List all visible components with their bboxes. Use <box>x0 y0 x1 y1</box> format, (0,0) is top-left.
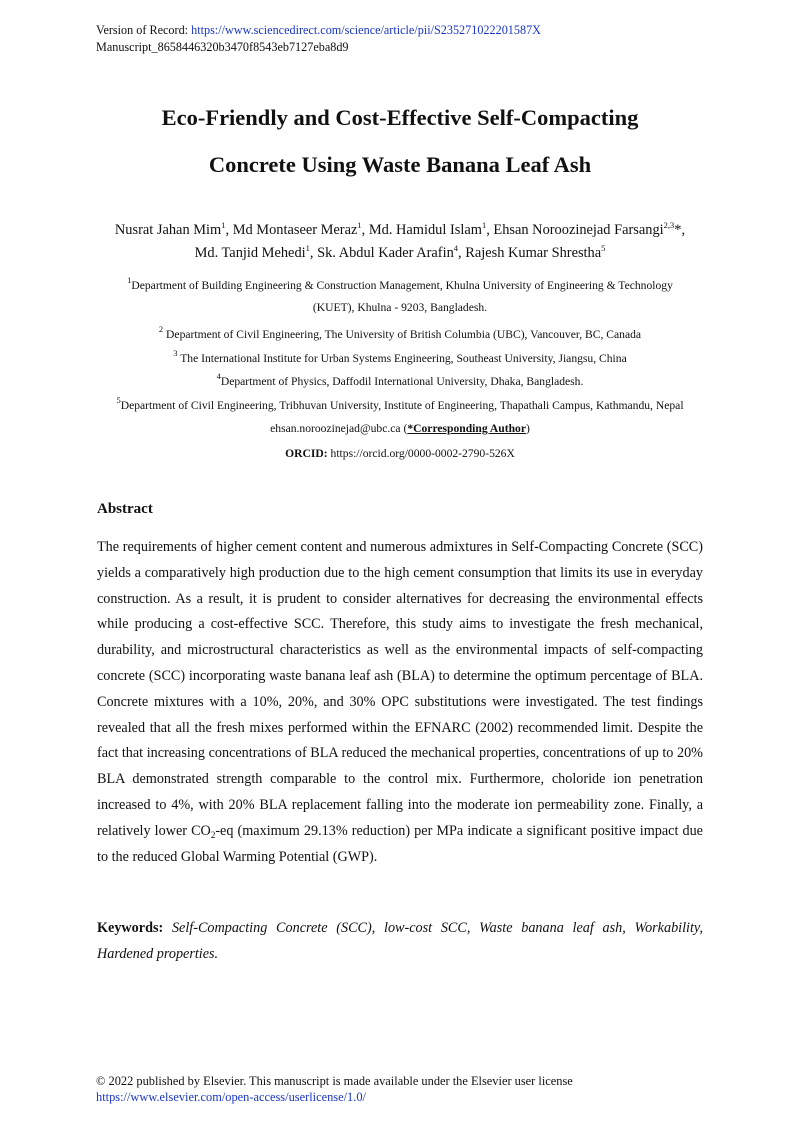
author-affiliation-mark: 4 <box>453 243 459 253</box>
author-list <box>70 219 730 265</box>
author-name: Sk. Abdul Kader Arafin <box>317 245 454 261</box>
affiliation-3-text: The International Institute for Urban Systems Engineering, Southeast University, Jiangsu, China <box>177 351 627 365</box>
author-name: Rajesh Kumar Shrestha <box>465 245 602 261</box>
version-of-record-line <box>96 22 541 39</box>
manuscript-id: Manuscript_8658446320b3470f8543eb7127eba8d9 <box>96 40 349 54</box>
author-name: Ehsan Noroozinejad Farsangi <box>493 222 664 238</box>
corresponding-author-label: *Corresponding Author <box>407 422 526 435</box>
author-name: Md Montaseer Meraz <box>232 222 358 238</box>
author-separator: , <box>309 245 318 261</box>
author-affiliation-mark: 1 <box>305 243 310 253</box>
affiliation-4 <box>90 370 710 394</box>
affiliations <box>90 275 710 465</box>
corresponding-open-paren: ( <box>400 422 408 435</box>
affiliation-mark: 3 <box>173 347 178 358</box>
author-name: Md. Hamidul Islam <box>368 222 482 238</box>
author-separator: , <box>458 245 466 261</box>
abstract-text-continued: -eq (maximum 29.13% reduction) per MPa indicate a significant positive impact due to the reduced Global Warming Potential (GWP). <box>97 822 703 865</box>
title-line-2: Concrete Using Waste Banana Leaf Ash <box>208 152 592 177</box>
author-separator: , <box>361 222 369 238</box>
author-line-2 <box>70 242 730 265</box>
author-affiliation-mark: 1 <box>481 220 487 230</box>
affiliation-mark: 4 <box>216 371 221 381</box>
affiliation-3 <box>90 347 710 371</box>
corresponding-author-line <box>90 417 710 441</box>
document-header <box>96 22 541 56</box>
license-footer <box>96 1073 573 1105</box>
author-separator: , <box>225 222 233 238</box>
affiliation-2-text: Department of Civil Engineering, The University of British Columbia (UBC), Vancouver, BC, Canada <box>163 328 642 341</box>
orcid-link[interactable]: https://orcid.org/0000-0002-2790-526X <box>327 446 515 460</box>
abstract-text: The requirements of higher cement content and numerous admixtures in Self-Compacting Concrete (SCC) yields a comparatively high production due to the high cement consumption that limits its use in everyday construction. As a result, it is prudent to consider alternatives for decreasing the environmental effects while producing a cost-effective SCC. Therefore, this study aims to investigate the fresh mechanical, durability, and microstructural characteristics as well as the environmental impacts of self-compacting concrete (SCC) incorporating waste banana leaf ash (BLA) to determine the optimum percentage of BLA. Concrete mixtures with a 10%, 20%, and 30% OPC substitutions were investigated. The test findings revealed that all the fresh mixes performed within the EFNARC (2002) recommended limit. Despite the fact that increasing concentrations of BLA reduced the mechanical properties, concentrations of up to 20% BLA demonstrated strength comparable to the control mix. Furthermore, choloride ion penetration increased to 4%, with 20% BLA replacement falling into the moderate ion permeability zone. Finally, a relatively lower CO <box>97 539 703 839</box>
license-link[interactable]: https://www.elsevier.com/open-access/userlicense/1.0/ <box>96 1090 366 1104</box>
author-affiliation-mark: 2,3 <box>663 220 675 230</box>
keywords-text: Self-Compacting Concrete (SCC), low-cost SCC, Waste banana leaf ash, Workability, Hardened properties. <box>97 920 703 962</box>
author-line-1 <box>70 219 730 242</box>
version-of-record-link[interactable]: https://www.sciencedirect.com/science/article/pii/S235271022201587X <box>191 23 541 37</box>
affiliation-mark: 5 <box>116 394 121 405</box>
abstract-subscript: 2 <box>210 829 216 840</box>
author-separator: *, <box>674 222 686 238</box>
affiliation-1-line-2: (KUET), Khulna - 9203, Bangladesh. <box>312 300 488 314</box>
affiliation-mark: 1 <box>127 275 132 285</box>
orcid-line <box>90 442 710 466</box>
affiliation-mark: 2 <box>158 324 164 334</box>
paper-title <box>80 94 720 188</box>
author-name: Md. Tanjid Mehedi <box>194 245 306 261</box>
author-separator: , <box>486 222 494 238</box>
abstract-body <box>97 535 703 870</box>
version-label: Version of Record: <box>96 23 192 37</box>
affiliation-4-text: Department of Physics, Daffodil International University, Dhaka, Bangladesh. <box>220 375 584 388</box>
orcid-label: ORCID: <box>285 446 328 460</box>
author-affiliation-mark: 1 <box>357 220 362 230</box>
keywords <box>97 916 703 968</box>
license-text: © 2022 published by Elsevier. This manuscript is made available under the Elsevier user license <box>96 1074 573 1088</box>
author-name: Nusrat Jahan Mim <box>114 222 222 238</box>
title-line-1: Eco-Friendly and Cost-Effective Self-Compacting <box>161 105 639 130</box>
corresponding-email[interactable]: ehsan.noroozinejad@ubc.ca <box>270 422 401 435</box>
corresponding-close-paren: ) <box>525 422 530 435</box>
affiliation-1 <box>90 275 710 318</box>
author-affiliation-mark: 1 <box>221 220 226 230</box>
author-affiliation-mark: 5 <box>601 243 606 253</box>
affiliation-1-line-1: Department of Building Engineering & Construction Management, Khulna University of Engineering & Technology <box>131 279 673 292</box>
affiliation-5-text: Department of Civil Engineering, Tribhuvan University, Institute of Engineering, Thapathali Campus, Kathmandu, Nepal <box>120 398 684 412</box>
affiliation-2 <box>90 323 710 347</box>
keywords-label: Keywords: <box>97 920 164 936</box>
affiliation-5 <box>90 394 710 418</box>
abstract-heading: Abstract <box>97 501 153 517</box>
